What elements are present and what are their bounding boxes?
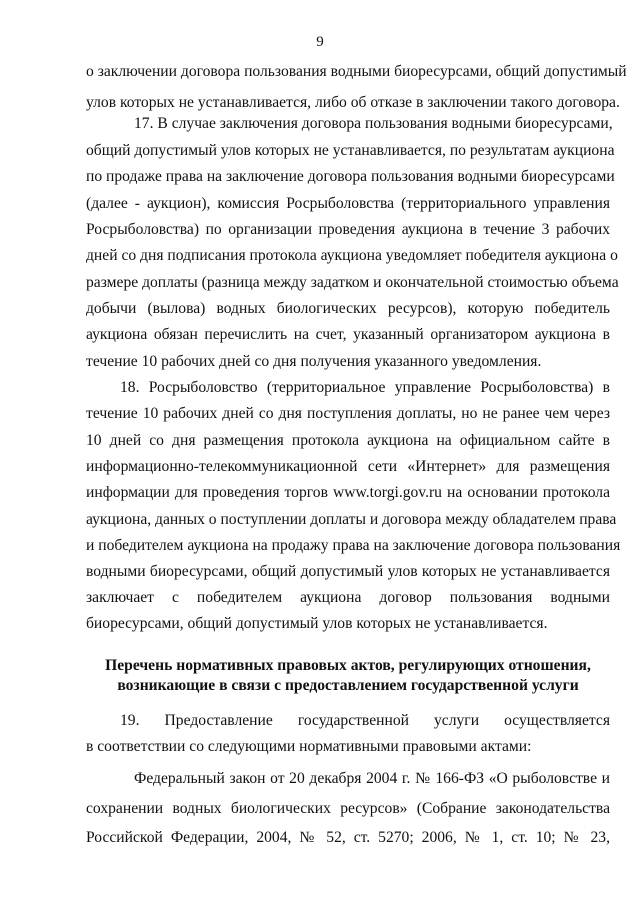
page-number: 9: [316, 34, 324, 50]
paragraph-18-line: 10 дней со дня размещения протокола аукциона на официальном сайте в: [86, 432, 610, 449]
paragraph-17-line: размере доплаты (разница между задатком и окончательной стоимостью объема: [86, 274, 619, 291]
paragraph-17-line: (далее - аукцион), комиссия Росрыболовства (территориального управления: [86, 195, 610, 212]
paragraph-17-line: 17. В случае заключения договора пользования водными биоресурсами,: [134, 115, 613, 132]
paragraph-18-line: и победителем аукциона на продажу права на заключение договора пользования: [86, 537, 621, 554]
text-line: о заключении договора пользования водными биоресурсами, общий допустимый: [86, 63, 627, 80]
paragraph-17-line: течение 10 рабочих дней со дня получения указанного уведомления.: [86, 353, 542, 370]
law-citation-line: сохранении водных биологических ресурсов» (Собрание законодательства: [86, 800, 610, 817]
law-citation-line: Федеральный закон от 20 декабря 2004 г. № 166-ФЗ «О рыболовстве и: [134, 770, 610, 787]
paragraph-17-line: по продаже права на заключение договора пользования водными биоресурсами: [86, 168, 615, 185]
paragraph-17-line: добычи (вылова) водных биологических ресурсов), которую победитель: [86, 300, 610, 317]
paragraph-18-line: биоресурсами, общий допустимый улов которых не устанавливается.: [86, 615, 548, 632]
paragraph-18-line: информации для проведения торгов www.torgi.gov.ru на основании протокола: [86, 484, 610, 501]
paragraph-18-line: течение 10 рабочих дней со дня поступления доплаты, но не ранее чем через: [86, 405, 610, 422]
paragraph-18-line: водными биоресурсами, общий допустимый улов которых не устанавливается: [86, 563, 610, 580]
paragraph-19-line: в соответствии со следующими нормативными правовыми актами:: [86, 738, 532, 755]
section-heading-line: Перечень нормативных правовых актов, регулирующих отношения,: [105, 657, 591, 674]
paragraph-17-line: общий допустимый улов которых не устанавливается, по результатам аукциона: [86, 142, 615, 159]
paragraph-18-line: 18. Росрыболовство (территориальное управление Росрыболовства) в: [120, 379, 610, 396]
paragraph-17-line: аукциона обязан перечислить на счет, указанный организатором аукциона в: [86, 326, 610, 343]
paragraph-18-line: аукциона, данных о поступлении доплаты и договора между обладателем права: [86, 511, 617, 528]
paragraph-18-line: заключает с победителем аукциона договор пользования водными: [86, 589, 610, 606]
paragraph-18-line: информационно-телекоммуникационной сети «Интернет» для размещения: [86, 458, 610, 475]
paragraph-17-line: Росрыболовства) по организации проведения аукциона в течение 3 рабочих: [86, 221, 610, 238]
section-heading-line: возникающие в связи с предоставлением государственной услуги: [117, 677, 579, 694]
paragraph-19-line: 19. Предоставление государственной услуги осуществляется: [120, 712, 610, 729]
text-line: улов которых не устанавливается, либо об отказе в заключении такого договора.: [86, 94, 620, 111]
law-citation-line: Российской Федерации, 2004, № 52, ст. 5270; 2006, № 1, ст. 10; № 23,: [86, 829, 610, 846]
paragraph-17-line: дней со дня подписания протокола аукциона уведомляет победителя аукциона о: [86, 247, 618, 264]
